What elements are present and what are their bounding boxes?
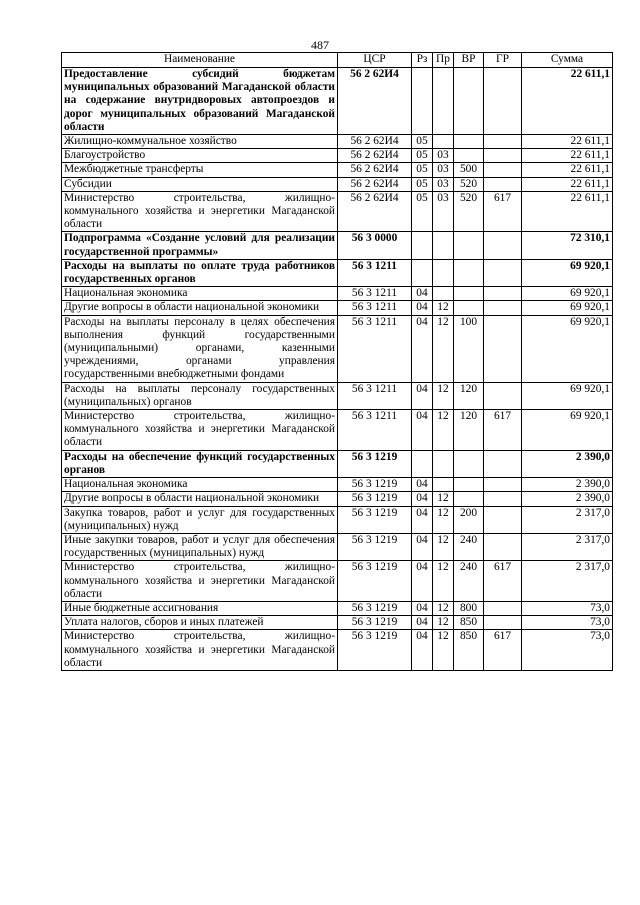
col-header-name: Наименование: [62, 53, 338, 68]
cell-csr: 56 3 1211: [338, 287, 412, 301]
cell-sum: 2 317,0: [522, 533, 613, 560]
table-row: [62, 135, 613, 149]
table-row: [62, 382, 613, 409]
cell-pr: 12: [433, 315, 454, 382]
cell-vr: 800: [454, 601, 484, 615]
cell-gr: 617: [484, 630, 522, 671]
cell-rz: 04: [412, 616, 433, 630]
table-row: [62, 410, 613, 451]
cell-vr: 240: [454, 533, 484, 560]
cell-pr: 12: [433, 561, 454, 602]
cell-csr: 56 3 1219: [338, 630, 412, 671]
cell-csr: 56 2 62И4: [338, 191, 412, 232]
cell-csr: 56 2 62И4: [338, 68, 412, 135]
cell-csr: 56 3 0000: [338, 232, 412, 259]
cell-csr: 56 3 1211: [338, 259, 412, 286]
cell-rz: 04: [412, 492, 433, 506]
cell-sum: 2 390,0: [522, 478, 613, 492]
cell-rz: [412, 68, 433, 135]
cell-sum: 69 920,1: [522, 382, 613, 409]
cell-gr: [484, 450, 522, 477]
cell-pr: 12: [433, 616, 454, 630]
cell-gr: 617: [484, 191, 522, 232]
cell-rz: [412, 450, 433, 477]
cell-csr: 56 3 1219: [338, 478, 412, 492]
cell-gr: [484, 135, 522, 149]
table-header: [62, 53, 613, 68]
cell-pr: 12: [433, 601, 454, 615]
col-header-vr: ВР: [454, 53, 484, 68]
cell-csr: 56 2 62И4: [338, 149, 412, 163]
cell-sum: 22 611,1: [522, 68, 613, 135]
cell-csr: 56 3 1219: [338, 506, 412, 533]
budget-table: [61, 52, 613, 671]
cell-pr: 03: [433, 163, 454, 177]
cell-vr: [454, 68, 484, 135]
cell-pr: [433, 135, 454, 149]
cell-gr: [484, 601, 522, 615]
cell-pr: [433, 232, 454, 259]
cell-sum: 69 920,1: [522, 287, 613, 301]
table-row: [62, 616, 613, 630]
cell-rz: 05: [412, 177, 433, 191]
cell-name: Расходы на выплаты персоналу государственных (муниципальных) органов: [62, 382, 338, 409]
cell-gr: [484, 533, 522, 560]
cell-sum: 69 920,1: [522, 410, 613, 451]
cell-gr: [484, 287, 522, 301]
cell-csr: 56 3 1219: [338, 601, 412, 615]
table-row: [62, 506, 613, 533]
cell-name: Министерство строительства, жилищно-коммунального хозяйства и энергетики Магаданской области: [62, 410, 338, 451]
cell-rz: [412, 232, 433, 259]
cell-csr: 56 3 1219: [338, 492, 412, 506]
cell-vr: [454, 492, 484, 506]
cell-rz: [412, 259, 433, 286]
cell-rz: 04: [412, 533, 433, 560]
table-row: [62, 149, 613, 163]
table-row: [62, 315, 613, 382]
cell-sum: 2 317,0: [522, 561, 613, 602]
cell-gr: [484, 177, 522, 191]
cell-pr: 12: [433, 382, 454, 409]
cell-gr: [484, 68, 522, 135]
cell-gr: [484, 506, 522, 533]
table-row: [62, 259, 613, 286]
cell-vr: [454, 259, 484, 286]
cell-csr: 56 3 1211: [338, 410, 412, 451]
cell-csr: 56 3 1219: [338, 616, 412, 630]
cell-vr: 520: [454, 191, 484, 232]
cell-gr: 617: [484, 410, 522, 451]
cell-name: Министерство строительства, жилищно-коммунального хозяйства и энергетики Магаданской области: [62, 561, 338, 602]
cell-pr: [433, 259, 454, 286]
table-row: [62, 301, 613, 315]
col-header-rz: Рз: [412, 53, 433, 68]
cell-gr: [484, 492, 522, 506]
table-row: [62, 561, 613, 602]
cell-rz: 04: [412, 301, 433, 315]
cell-pr: 12: [433, 492, 454, 506]
cell-name: Жилищно-коммунальное хозяйство: [62, 135, 338, 149]
cell-sum: 22 611,1: [522, 163, 613, 177]
cell-pr: 03: [433, 191, 454, 232]
cell-name: Иные бюджетные ассигнования: [62, 601, 338, 615]
cell-name: Другие вопросы в области национальной экономики: [62, 492, 338, 506]
table-row: [62, 450, 613, 477]
cell-rz: 05: [412, 149, 433, 163]
cell-gr: [484, 232, 522, 259]
cell-pr: 03: [433, 177, 454, 191]
cell-rz: 05: [412, 135, 433, 149]
cell-vr: 100: [454, 315, 484, 382]
col-header-sum: Сумма: [522, 53, 613, 68]
cell-csr: 56 3 1211: [338, 382, 412, 409]
cell-csr: 56 3 1219: [338, 450, 412, 477]
cell-sum: 2 390,0: [522, 492, 613, 506]
cell-sum: 22 611,1: [522, 191, 613, 232]
table-row: [62, 163, 613, 177]
cell-pr: 03: [433, 149, 454, 163]
cell-gr: [484, 315, 522, 382]
cell-name: Национальная экономика: [62, 287, 338, 301]
cell-rz: 04: [412, 382, 433, 409]
cell-vr: [454, 301, 484, 315]
cell-rz: 04: [412, 630, 433, 671]
cell-pr: [433, 478, 454, 492]
table-row: [62, 191, 613, 232]
cell-vr: [454, 232, 484, 259]
table-row: [62, 478, 613, 492]
cell-pr: 12: [433, 533, 454, 560]
cell-vr: 850: [454, 630, 484, 671]
cell-name: Предоставление субсидий бюджетам муниципальных образований Магаданской области на содержание внутридворовых автопроездов и дорог муниципальных образований Магаданской области: [62, 68, 338, 135]
cell-pr: [433, 287, 454, 301]
cell-csr: 56 3 1211: [338, 315, 412, 382]
cell-rz: 04: [412, 601, 433, 615]
cell-sum: 2 317,0: [522, 506, 613, 533]
cell-name: Национальная экономика: [62, 478, 338, 492]
cell-name: Расходы на выплаты персоналу в целях обеспечения выполнения функций государственными (муниципальными) органами, казенными учреждениями, органами управления государственными внебюджетными фондами: [62, 315, 338, 382]
cell-sum: 22 611,1: [522, 149, 613, 163]
cell-csr: 56 2 62И4: [338, 163, 412, 177]
cell-csr: 56 3 1211: [338, 301, 412, 315]
cell-vr: 850: [454, 616, 484, 630]
cell-gr: [484, 259, 522, 286]
cell-name: Расходы на обеспечение функций государственных органов: [62, 450, 338, 477]
cell-sum: 2 390,0: [522, 450, 613, 477]
cell-gr: [484, 301, 522, 315]
cell-pr: 12: [433, 410, 454, 451]
cell-sum: 69 920,1: [522, 315, 613, 382]
cell-name: Закупка товаров, работ и услуг для государственных (муниципальных) нужд: [62, 506, 338, 533]
cell-sum: 69 920,1: [522, 259, 613, 286]
cell-pr: [433, 450, 454, 477]
cell-sum: 73,0: [522, 616, 613, 630]
cell-sum: 22 611,1: [522, 177, 613, 191]
cell-sum: 22 611,1: [522, 135, 613, 149]
cell-vr: [454, 149, 484, 163]
table-row: [62, 177, 613, 191]
cell-csr: 56 3 1219: [338, 533, 412, 560]
cell-name: Субсидии: [62, 177, 338, 191]
table-row: [62, 601, 613, 615]
cell-name: Другие вопросы в области национальной экономики: [62, 301, 338, 315]
table-body: [62, 68, 613, 671]
table-row: [62, 68, 613, 135]
cell-rz: 04: [412, 287, 433, 301]
cell-name: Благоустройство: [62, 149, 338, 163]
col-header-csr: ЦСР: [338, 53, 412, 68]
cell-csr: 56 3 1219: [338, 561, 412, 602]
cell-name: Уплата налогов, сборов и иных платежей: [62, 616, 338, 630]
cell-pr: 12: [433, 630, 454, 671]
cell-vr: [454, 287, 484, 301]
cell-csr: 56 2 62И4: [338, 177, 412, 191]
cell-vr: [454, 478, 484, 492]
cell-sum: 72 310,1: [522, 232, 613, 259]
cell-csr: 56 2 62И4: [338, 135, 412, 149]
cell-gr: [484, 163, 522, 177]
table-row: [62, 287, 613, 301]
cell-sum: 73,0: [522, 601, 613, 615]
cell-vr: 520: [454, 177, 484, 191]
cell-vr: [454, 450, 484, 477]
cell-vr: 120: [454, 382, 484, 409]
cell-sum: 69 920,1: [522, 301, 613, 315]
cell-vr: 240: [454, 561, 484, 602]
cell-vr: 200: [454, 506, 484, 533]
table-row: [62, 492, 613, 506]
table-row: [62, 630, 613, 671]
table-row: [62, 533, 613, 560]
cell-sum: 73,0: [522, 630, 613, 671]
cell-vr: 500: [454, 163, 484, 177]
cell-rz: 04: [412, 315, 433, 382]
cell-name: Подпрограмма «Создание условий для реализации государственной программы»: [62, 232, 338, 259]
cell-pr: 12: [433, 301, 454, 315]
cell-rz: 05: [412, 163, 433, 177]
cell-name: Министерство строительства, жилищно-коммунального хозяйства и энергетики Магаданской области: [62, 191, 338, 232]
cell-rz: 04: [412, 410, 433, 451]
cell-pr: [433, 68, 454, 135]
table-row: [62, 232, 613, 259]
cell-vr: [454, 135, 484, 149]
col-header-pr: Пр: [433, 53, 454, 68]
cell-gr: [484, 478, 522, 492]
cell-rz: 04: [412, 506, 433, 533]
cell-rz: 05: [412, 191, 433, 232]
cell-name: Министерство строительства, жилищно-коммунального хозяйства и энергетики Магаданской области: [62, 630, 338, 671]
cell-rz: 04: [412, 561, 433, 602]
cell-name: Межбюджетные трансферты: [62, 163, 338, 177]
cell-name: Расходы на выплаты по оплате труда работников государственных органов: [62, 259, 338, 286]
cell-rz: 04: [412, 478, 433, 492]
cell-name: Иные закупки товаров, работ и услуг для обеспечения государственных (муниципальных) нужд: [62, 533, 338, 560]
cell-gr: [484, 382, 522, 409]
cell-gr: [484, 149, 522, 163]
cell-vr: 120: [454, 410, 484, 451]
cell-gr: 617: [484, 561, 522, 602]
col-header-gr: ГР: [484, 53, 522, 68]
cell-pr: 12: [433, 506, 454, 533]
cell-gr: [484, 616, 522, 630]
page-number: 487: [311, 38, 329, 52]
